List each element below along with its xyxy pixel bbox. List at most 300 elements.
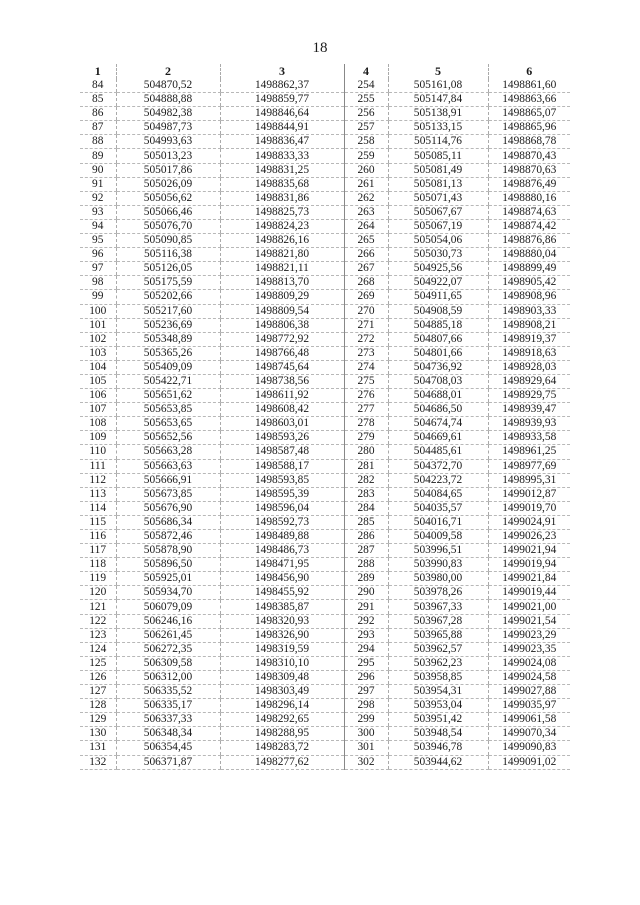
table-cell: 504669,61: [388, 431, 488, 445]
table-cell: 503990,83: [388, 558, 488, 572]
table-row: [80, 586, 570, 600]
table-cell: 1498859,77: [220, 93, 344, 107]
table-cell: 109: [80, 431, 116, 445]
table-cell: 505147,84: [388, 93, 488, 107]
table-cell: 97: [80, 262, 116, 276]
table-cell: 505133,15: [388, 121, 488, 135]
table-row: [80, 93, 570, 107]
table-cell: 505365,26: [116, 346, 220, 360]
table-cell: 266: [344, 248, 388, 262]
table-cell: 96: [80, 248, 116, 262]
table-cell: 88: [80, 135, 116, 149]
table-cell: 505030,73: [388, 248, 488, 262]
table-cell: 1498961,25: [488, 445, 570, 459]
column-header: 6: [488, 64, 570, 79]
table-cell: 286: [344, 530, 388, 544]
table-cell: 126: [80, 670, 116, 684]
table-cell: 1498303,49: [220, 685, 344, 699]
table-cell: 1498596,04: [220, 501, 344, 515]
table-cell: 505017,86: [116, 163, 220, 177]
table-cell: 1498813,70: [220, 276, 344, 290]
table-row: [80, 417, 570, 431]
table-cell: 85: [80, 93, 116, 107]
table-cell: 504993,63: [116, 135, 220, 149]
table-cell: 506309,58: [116, 656, 220, 670]
table-cell: 1499019,94: [488, 558, 570, 572]
table-cell: 1498928,03: [488, 360, 570, 374]
table-row: [80, 600, 570, 614]
table-cell: 1498835,68: [220, 177, 344, 191]
table-cell: 504485,61: [388, 445, 488, 459]
table-cell: 504987,73: [116, 121, 220, 135]
table-cell: 1498310,10: [220, 656, 344, 670]
table-cell: 90: [80, 163, 116, 177]
table-cell: 505348,89: [116, 332, 220, 346]
table-cell: 118: [80, 558, 116, 572]
table-cell: 278: [344, 417, 388, 431]
table-cell: 1498595,39: [220, 487, 344, 501]
table-cell: 254: [344, 79, 388, 93]
table-cell: 131: [80, 741, 116, 755]
table-cell: 504736,92: [388, 360, 488, 374]
table-cell: 1498809,54: [220, 304, 344, 318]
table-cell: 264: [344, 219, 388, 233]
table-cell: 257: [344, 121, 388, 135]
table-cell: 1498824,23: [220, 219, 344, 233]
table-cell: 504674,74: [388, 417, 488, 431]
table-cell: 505673,85: [116, 487, 220, 501]
table-cell: 506079,09: [116, 600, 220, 614]
table-cell: 1498471,95: [220, 558, 344, 572]
table-cell: 106: [80, 389, 116, 403]
table-cell: 1498277,62: [220, 755, 344, 769]
table-cell: 1498588,17: [220, 459, 344, 473]
table-cell: 267: [344, 262, 388, 276]
table-row: [80, 332, 570, 346]
table-row: [80, 234, 570, 248]
table-cell: 503980,00: [388, 572, 488, 586]
table-cell: 505026,09: [116, 177, 220, 191]
table-cell: 1498486,73: [220, 544, 344, 558]
table-cell: 1498939,93: [488, 417, 570, 431]
table-row: [80, 360, 570, 374]
table-cell: 301: [344, 741, 388, 755]
table-cell: 504084,65: [388, 487, 488, 501]
table-cell: 506272,35: [116, 642, 220, 656]
table-cell: 114: [80, 501, 116, 515]
table-row: [80, 205, 570, 219]
table-cell: 505161,08: [388, 79, 488, 93]
table-cell: 1498283,72: [220, 741, 344, 755]
table-cell: 505217,60: [116, 304, 220, 318]
table-cell: 112: [80, 473, 116, 487]
table-cell: 1499012,87: [488, 487, 570, 501]
table-cell: 1499035,97: [488, 699, 570, 713]
table-cell: 128: [80, 699, 116, 713]
table-cell: 504016,71: [388, 515, 488, 529]
table-row: [80, 614, 570, 628]
table-cell: 110: [80, 445, 116, 459]
table-cell: 505651,62: [116, 389, 220, 403]
table-cell: 271: [344, 318, 388, 332]
coordinates-table: [80, 64, 570, 770]
table-cell: 1498821,80: [220, 248, 344, 262]
table-row: [80, 374, 570, 388]
table-row: [80, 135, 570, 149]
table-row: [80, 107, 570, 121]
table-cell: 1498995,31: [488, 473, 570, 487]
table-cell: 293: [344, 628, 388, 642]
table-cell: 260: [344, 163, 388, 177]
table-cell: 1498865,96: [488, 121, 570, 135]
table-cell: 505652,56: [116, 431, 220, 445]
table-cell: 506312,00: [116, 670, 220, 684]
table-cell: 1498977,69: [488, 459, 570, 473]
table-cell: 1498738,56: [220, 374, 344, 388]
table-cell: 1498870,63: [488, 163, 570, 177]
table-cell: 503996,51: [388, 544, 488, 558]
table-cell: 503948,54: [388, 727, 488, 741]
table-row: [80, 163, 570, 177]
table-row: [80, 346, 570, 360]
table-cell: 1499021,84: [488, 572, 570, 586]
table-cell: 95: [80, 234, 116, 248]
table-row: [80, 318, 570, 332]
table-cell: 1499024,08: [488, 656, 570, 670]
table-cell: 1498874,42: [488, 219, 570, 233]
table-cell: 1498939,47: [488, 403, 570, 417]
table-cell: 1498880,04: [488, 248, 570, 262]
table-cell: 111: [80, 459, 116, 473]
table-cell: 127: [80, 685, 116, 699]
table-cell: 1498861,60: [488, 79, 570, 93]
table-cell: 1498876,49: [488, 177, 570, 191]
table-cell: 1499019,44: [488, 586, 570, 600]
table-row: [80, 656, 570, 670]
table-cell: 503946,78: [388, 741, 488, 755]
table-cell: 506335,17: [116, 699, 220, 713]
table-cell: 506246,16: [116, 614, 220, 628]
table-cell: 100: [80, 304, 116, 318]
table-cell: 1498766,48: [220, 346, 344, 360]
table-cell: 287: [344, 544, 388, 558]
table-cell: 505085,11: [388, 149, 488, 163]
table-cell: 1498806,38: [220, 318, 344, 332]
table-cell: 504807,66: [388, 332, 488, 346]
table-cell: 275: [344, 374, 388, 388]
table-cell: 1499091,02: [488, 755, 570, 769]
table-cell: 1498903,33: [488, 304, 570, 318]
table-cell: 119: [80, 572, 116, 586]
table-row: [80, 741, 570, 755]
table-cell: 290: [344, 586, 388, 600]
table-cell: 504688,01: [388, 389, 488, 403]
table-cell: 505056,62: [116, 191, 220, 205]
table-cell: 121: [80, 600, 116, 614]
table-cell: 269: [344, 290, 388, 304]
table-row: [80, 219, 570, 233]
table-cell: 1498865,07: [488, 107, 570, 121]
table-cell: 504922,07: [388, 276, 488, 290]
table-cell: 1498918,63: [488, 346, 570, 360]
table-row: [80, 177, 570, 191]
table-cell: 1499023,29: [488, 628, 570, 642]
table-row: [80, 670, 570, 684]
table-cell: 288: [344, 558, 388, 572]
table-cell: 122: [80, 614, 116, 628]
column-header: 4: [344, 64, 388, 79]
table-cell: 1498608,42: [220, 403, 344, 417]
table-cell: 504888,88: [116, 93, 220, 107]
table-cell: 94: [80, 219, 116, 233]
table-cell: 1498933,58: [488, 431, 570, 445]
table-cell: 503944,62: [388, 755, 488, 769]
table-cell: 506371,87: [116, 755, 220, 769]
table-cell: 277: [344, 403, 388, 417]
table-row: [80, 403, 570, 417]
table-cell: 503962,23: [388, 656, 488, 670]
table-cell: 1498905,42: [488, 276, 570, 290]
table-cell: 504801,66: [388, 346, 488, 360]
table-row: [80, 290, 570, 304]
table-row: [80, 487, 570, 501]
table-cell: 105: [80, 374, 116, 388]
table-header-row: [80, 64, 570, 79]
table-cell: 1499024,58: [488, 670, 570, 684]
table-cell: 84: [80, 79, 116, 93]
table-cell: 1499019,70: [488, 501, 570, 515]
table-cell: 1498319,59: [220, 642, 344, 656]
table-cell: 86: [80, 107, 116, 121]
table-cell: 504870,52: [116, 79, 220, 93]
table-row: [80, 445, 570, 459]
table-cell: 289: [344, 572, 388, 586]
table-cell: 1499021,00: [488, 600, 570, 614]
table-cell: 1498908,96: [488, 290, 570, 304]
table-cell: 1498593,85: [220, 473, 344, 487]
table-cell: 505676,90: [116, 501, 220, 515]
table-cell: 1498593,26: [220, 431, 344, 445]
table-row: [80, 459, 570, 473]
table-cell: 505081,49: [388, 163, 488, 177]
table-cell: 91: [80, 177, 116, 191]
table-cell: 505090,85: [116, 234, 220, 248]
table-cell: 284: [344, 501, 388, 515]
table-body: [80, 79, 570, 769]
table-cell: 1498874,63: [488, 205, 570, 219]
table-cell: 279: [344, 431, 388, 445]
table-cell: 281: [344, 459, 388, 473]
table-cell: 1498831,86: [220, 191, 344, 205]
column-header: 5: [388, 64, 488, 79]
column-header: 1: [94, 64, 101, 78]
table-cell: 505663,63: [116, 459, 220, 473]
table-cell: 1499021,94: [488, 544, 570, 558]
table-cell: 1498489,88: [220, 530, 344, 544]
table-cell: 1499026,23: [488, 530, 570, 544]
table-cell: 1498863,66: [488, 93, 570, 107]
table-cell: 505081,13: [388, 177, 488, 191]
table-row: [80, 304, 570, 318]
table-cell: 285: [344, 515, 388, 529]
table-cell: 124: [80, 642, 116, 656]
table-cell: 505422,71: [116, 374, 220, 388]
table-cell: 504885,18: [388, 318, 488, 332]
table-cell: 115: [80, 515, 116, 529]
table-cell: 505236,69: [116, 318, 220, 332]
table-cell: 1498929,75: [488, 389, 570, 403]
table-cell: 505013,23: [116, 149, 220, 163]
table-row: [80, 389, 570, 403]
table-cell: 1498296,14: [220, 699, 344, 713]
table-cell: 125: [80, 656, 116, 670]
table-cell: 298: [344, 699, 388, 713]
table-row: [80, 191, 570, 205]
table-cell: 261: [344, 177, 388, 191]
table-cell: 1499021,54: [488, 614, 570, 628]
table-cell: 1498876,86: [488, 234, 570, 248]
table-cell: 505666,91: [116, 473, 220, 487]
table-cell: 505409,09: [116, 360, 220, 374]
table-cell: 505878,90: [116, 544, 220, 558]
table-row: [80, 431, 570, 445]
table-cell: 283: [344, 487, 388, 501]
table-cell: 104: [80, 360, 116, 374]
table-cell: 117: [80, 544, 116, 558]
table-row: [80, 572, 570, 586]
table-cell: 1498292,65: [220, 713, 344, 727]
table-row: [80, 121, 570, 135]
table-cell: 294: [344, 642, 388, 656]
table-cell: 291: [344, 600, 388, 614]
table-row: [80, 558, 570, 572]
table-cell: 1498870,43: [488, 149, 570, 163]
table-cell: 504911,65: [388, 290, 488, 304]
table-cell: 299: [344, 713, 388, 727]
table-cell: 1498320,93: [220, 614, 344, 628]
table-cell: 504686,50: [388, 403, 488, 417]
table-cell: 1499090,83: [488, 741, 570, 755]
table-cell: 1498603,01: [220, 417, 344, 431]
table-row: [80, 248, 570, 262]
table-cell: 503967,28: [388, 614, 488, 628]
table-cell: 1498831,25: [220, 163, 344, 177]
table-cell: 273: [344, 346, 388, 360]
table-cell: 1498862,37: [220, 79, 344, 93]
table-cell: 505663,28: [116, 445, 220, 459]
table-row: [80, 628, 570, 642]
table-cell: 255: [344, 93, 388, 107]
table-cell: 504908,59: [388, 304, 488, 318]
table-cell: 1498833,33: [220, 149, 344, 163]
table-cell: 503962,57: [388, 642, 488, 656]
table-cell: 295: [344, 656, 388, 670]
table-cell: 1498908,21: [488, 318, 570, 332]
table-row: [80, 713, 570, 727]
table-cell: 504372,70: [388, 459, 488, 473]
table-cell: 268: [344, 276, 388, 290]
table-cell: 280: [344, 445, 388, 459]
table-cell: 1498846,64: [220, 107, 344, 121]
table-cell: 505138,91: [388, 107, 488, 121]
table-cell: 272: [344, 332, 388, 346]
table-cell: 120: [80, 586, 116, 600]
table-cell: 505054,06: [388, 234, 488, 248]
table-cell: 1498868,78: [488, 135, 570, 149]
table-cell: 504035,57: [388, 501, 488, 515]
table-cell: 265: [344, 234, 388, 248]
table-cell: 256: [344, 107, 388, 121]
table-row: [80, 642, 570, 656]
table-cell: 1499023,35: [488, 642, 570, 656]
table-cell: 103: [80, 346, 116, 360]
table-cell: 504925,56: [388, 262, 488, 276]
table-cell: 505202,66: [116, 290, 220, 304]
table-row: [80, 473, 570, 487]
table-cell: 506354,45: [116, 741, 220, 755]
table-cell: 1499024,91: [488, 515, 570, 529]
table-cell: 276: [344, 389, 388, 403]
table-cell: 1498745,64: [220, 360, 344, 374]
table-cell: 504708,03: [388, 374, 488, 388]
table-cell: 1498899,49: [488, 262, 570, 276]
table-cell: 107: [80, 403, 116, 417]
table-cell: 274: [344, 360, 388, 374]
table-row: [80, 262, 570, 276]
table-cell: 505071,43: [388, 191, 488, 205]
table-cell: 505067,19: [388, 219, 488, 233]
table-cell: 89: [80, 149, 116, 163]
table-cell: 296: [344, 670, 388, 684]
table-cell: 506337,33: [116, 713, 220, 727]
table-cell: 1498929,64: [488, 374, 570, 388]
table-row: [80, 699, 570, 713]
table-row: [80, 755, 570, 769]
table-cell: 1499070,34: [488, 727, 570, 741]
table-cell: 98: [80, 276, 116, 290]
table-cell: 503953,04: [388, 699, 488, 713]
table-cell: 102: [80, 332, 116, 346]
table-cell: 1498836,47: [220, 135, 344, 149]
table-cell: 116: [80, 530, 116, 544]
table-cell: 1498385,87: [220, 600, 344, 614]
table-cell: 302: [344, 755, 388, 769]
table-cell: 1498880,16: [488, 191, 570, 205]
table-cell: 1498772,92: [220, 332, 344, 346]
table-row: [80, 79, 570, 93]
table-cell: 1498611,92: [220, 389, 344, 403]
table-cell: 505126,05: [116, 262, 220, 276]
table-row: [80, 685, 570, 699]
page-number: 18: [312, 40, 328, 56]
table-cell: 1498456,90: [220, 572, 344, 586]
table-row: [80, 515, 570, 529]
table-cell: 259: [344, 149, 388, 163]
table-cell: 505175,59: [116, 276, 220, 290]
table-cell: 503978,26: [388, 586, 488, 600]
table-cell: 1498309,48: [220, 670, 344, 684]
table-cell: 505067,67: [388, 205, 488, 219]
table-cell: 1498326,90: [220, 628, 344, 642]
table-cell: 1498809,29: [220, 290, 344, 304]
column-header: 2: [116, 64, 220, 79]
table-row: [80, 530, 570, 544]
table-cell: 1498587,48: [220, 445, 344, 459]
table-cell: 1499061,58: [488, 713, 570, 727]
table-cell: 506348,34: [116, 727, 220, 741]
table-cell: 505076,70: [116, 219, 220, 233]
table-cell: 1498288,95: [220, 727, 344, 741]
